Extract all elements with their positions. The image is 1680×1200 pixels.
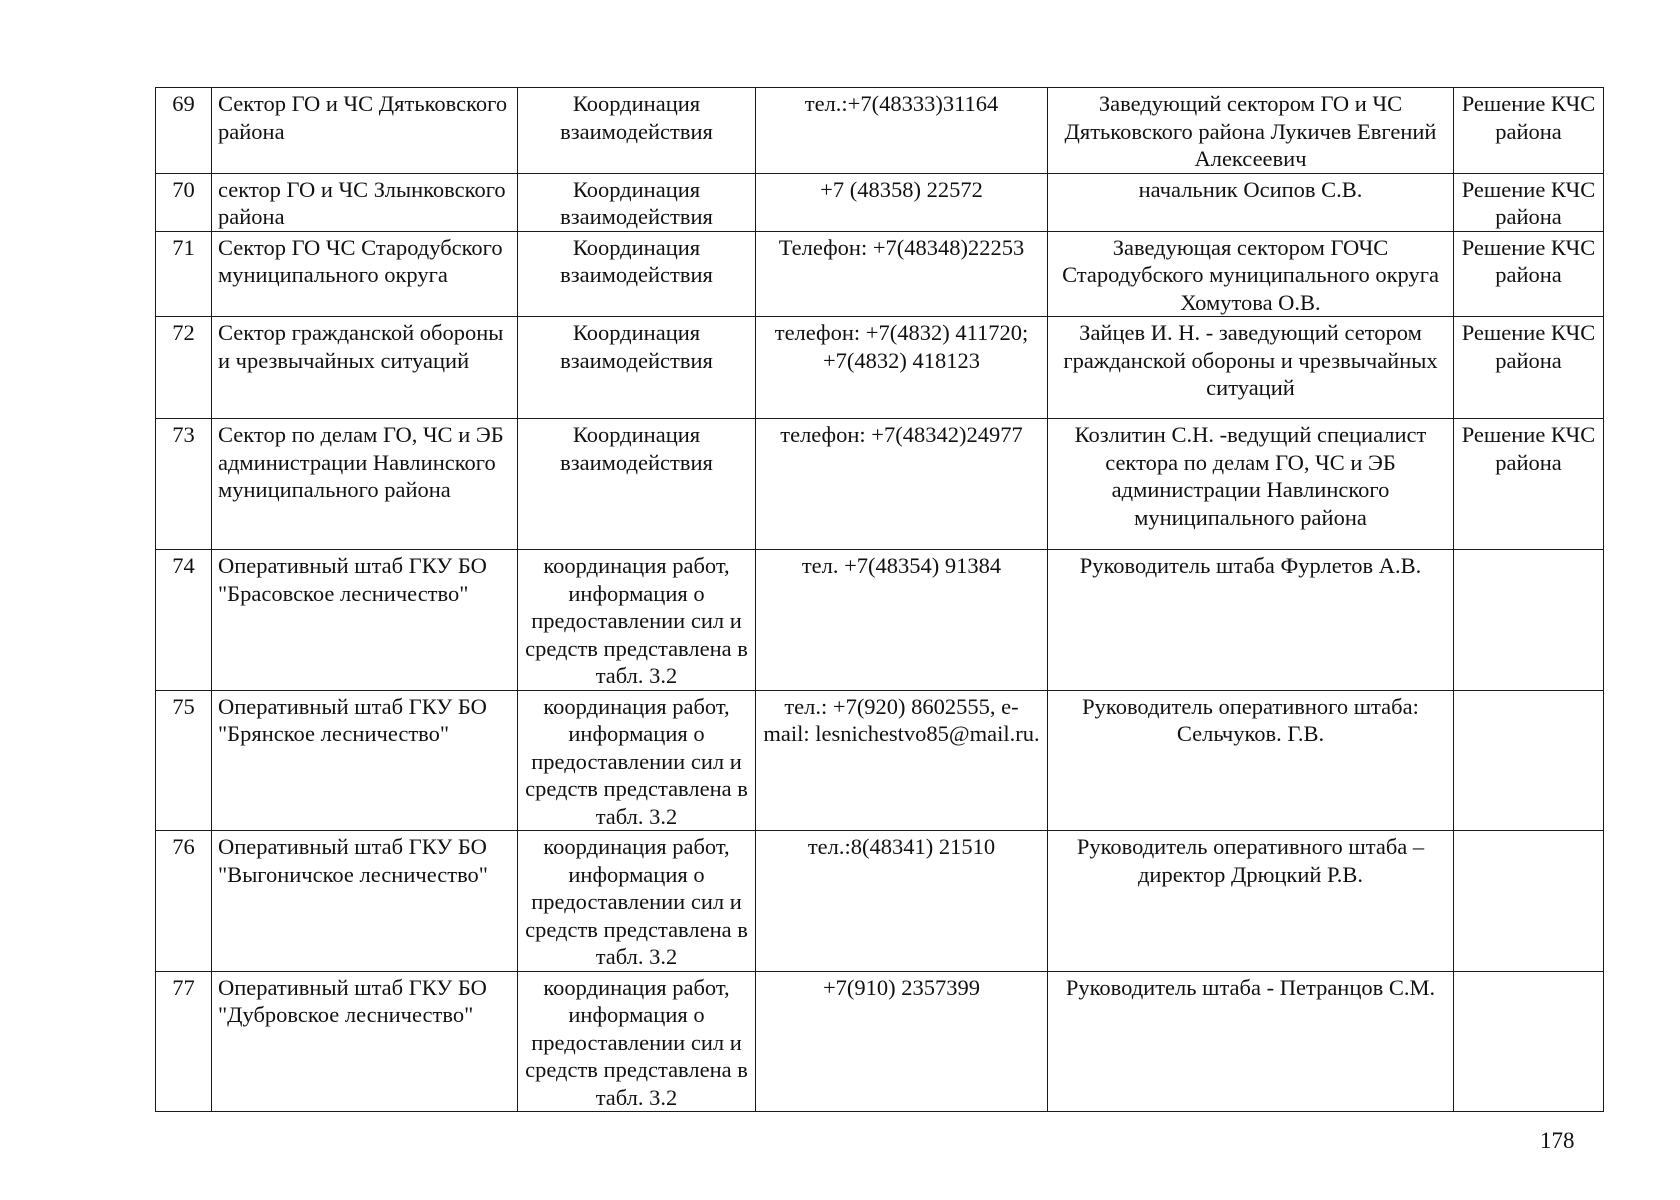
basis-cell: Решение КЧС района — [1454, 419, 1604, 550]
organization-name: Оперативный штаб ГКУ БО "Брасовское лесничество" — [212, 550, 518, 691]
organization-name: Сектор по делам ГО, ЧС и ЭБ администрации Навлинского муниципального района — [212, 419, 518, 550]
organization-name: Оперативный штаб ГКУ БО "Выгоничское лесничество" — [212, 831, 518, 972]
contact-cell: +7 (48358) 22572 — [756, 173, 1048, 231]
function-cell: Координация взаимодействия — [518, 317, 756, 419]
basis-cell — [1454, 690, 1604, 831]
contact-cell: тел.:8(48341) 21510 — [756, 831, 1048, 972]
head-cell: Руководитель штаба - Петранцов С.М. — [1048, 971, 1454, 1112]
row-number: 73 — [156, 419, 212, 550]
function-cell: Координация взаимодействия — [518, 88, 756, 174]
table-row — [156, 690, 1604, 831]
table-row — [156, 831, 1604, 972]
basis-cell — [1454, 550, 1604, 691]
head-cell: начальник Осипов С.В. — [1048, 173, 1454, 231]
basis-cell: Решение КЧС района — [1454, 88, 1604, 174]
head-cell: Руководитель штаба Фурлетов А.В. — [1048, 550, 1454, 691]
function-cell: Координация взаимодействия — [518, 231, 756, 317]
contact-cell: тел.: +7(920) 8602555, e-mail: lesnichestvo85@mail.ru. — [756, 690, 1048, 831]
row-number: 74 — [156, 550, 212, 691]
organization-name: Сектор ГО ЧС Стародубского муниципального округа — [212, 231, 518, 317]
organization-name: Оперативный штаб ГКУ БО "Брянское лесничество" — [212, 690, 518, 831]
row-number: 69 — [156, 88, 212, 174]
function-cell: Координация взаимодействия — [518, 419, 756, 550]
contact-cell: Телефон: +7(48348)22253 — [756, 231, 1048, 317]
organization-name: сектор ГО и ЧС Злынковского района — [212, 173, 518, 231]
organization-name: Сектор гражданской обороны и чрезвычайных ситуаций — [212, 317, 518, 419]
contact-cell: +7(910) 2357399 — [756, 971, 1048, 1112]
function-cell: координация работ, информация о предоставлении сил и средств представлена в табл. 3.2 — [518, 831, 756, 972]
row-number: 76 — [156, 831, 212, 972]
basis-cell — [1454, 971, 1604, 1112]
organization-name: Оперативный штаб ГКУ БО "Дубровское лесничество" — [212, 971, 518, 1112]
contact-cell: тел. +7(48354) 91384 — [756, 550, 1048, 691]
table-row — [156, 317, 1604, 419]
table-row — [156, 88, 1604, 174]
function-cell: координация работ, информация о предоставлении сил и средств представлена в табл. 3.2 — [518, 971, 756, 1112]
row-number: 77 — [156, 971, 212, 1112]
contact-cell: телефон: +7(48342)24977 — [756, 419, 1048, 550]
head-cell: Руководитель оперативного штаба: Сельчуков. Г.В. — [1048, 690, 1454, 831]
head-cell: Заведующий сектором ГО и ЧС Дятьковского района Лукичев Евгений Алексеевич — [1048, 88, 1454, 174]
function-cell: Координация взаимодействия — [518, 173, 756, 231]
function-cell: координация работ, информация о предоставлении сил и средств представлена в табл. 3.2 — [518, 550, 756, 691]
row-number: 72 — [156, 317, 212, 419]
contact-cell: тел.:+7(48333)31164 — [756, 88, 1048, 174]
basis-cell: Решение КЧС района — [1454, 231, 1604, 317]
head-cell: Руководитель оперативного штаба – директор Дрюцкий Р.В. — [1048, 831, 1454, 972]
page-number: 178 — [1540, 1128, 1575, 1153]
row-number: 75 — [156, 690, 212, 831]
row-number: 71 — [156, 231, 212, 317]
head-cell: Зайцев И. Н. - заведующий сетором гражданской обороны и чрезвычайных ситуаций — [1048, 317, 1454, 419]
table-row — [156, 550, 1604, 691]
contact-cell: телефон: +7(4832) 411720; +7(4832) 418123 — [756, 317, 1048, 419]
basis-cell: Решение КЧС района — [1454, 317, 1604, 419]
table-row — [156, 971, 1604, 1112]
organization-name: Сектор ГО и ЧС Дятьковского района — [212, 88, 518, 174]
function-cell: координация работ, информация о предоставлении сил и средств представлена в табл. 3.2 — [518, 690, 756, 831]
head-cell: Заведующая сектором ГОЧС Стародубского муниципального округа Хомутова О.В. — [1048, 231, 1454, 317]
head-cell: Козлитин С.Н. -ведущий специалист сектора по делам ГО, ЧС и ЭБ администрации Навлинского муниципального района — [1048, 419, 1454, 550]
table-row — [156, 231, 1604, 317]
contacts-table — [155, 87, 1604, 1112]
table-body — [156, 88, 1604, 1112]
basis-cell — [1454, 831, 1604, 972]
table-row — [156, 173, 1604, 231]
row-number: 70 — [156, 173, 212, 231]
basis-cell: Решение КЧС района — [1454, 173, 1604, 231]
table-row — [156, 419, 1604, 550]
